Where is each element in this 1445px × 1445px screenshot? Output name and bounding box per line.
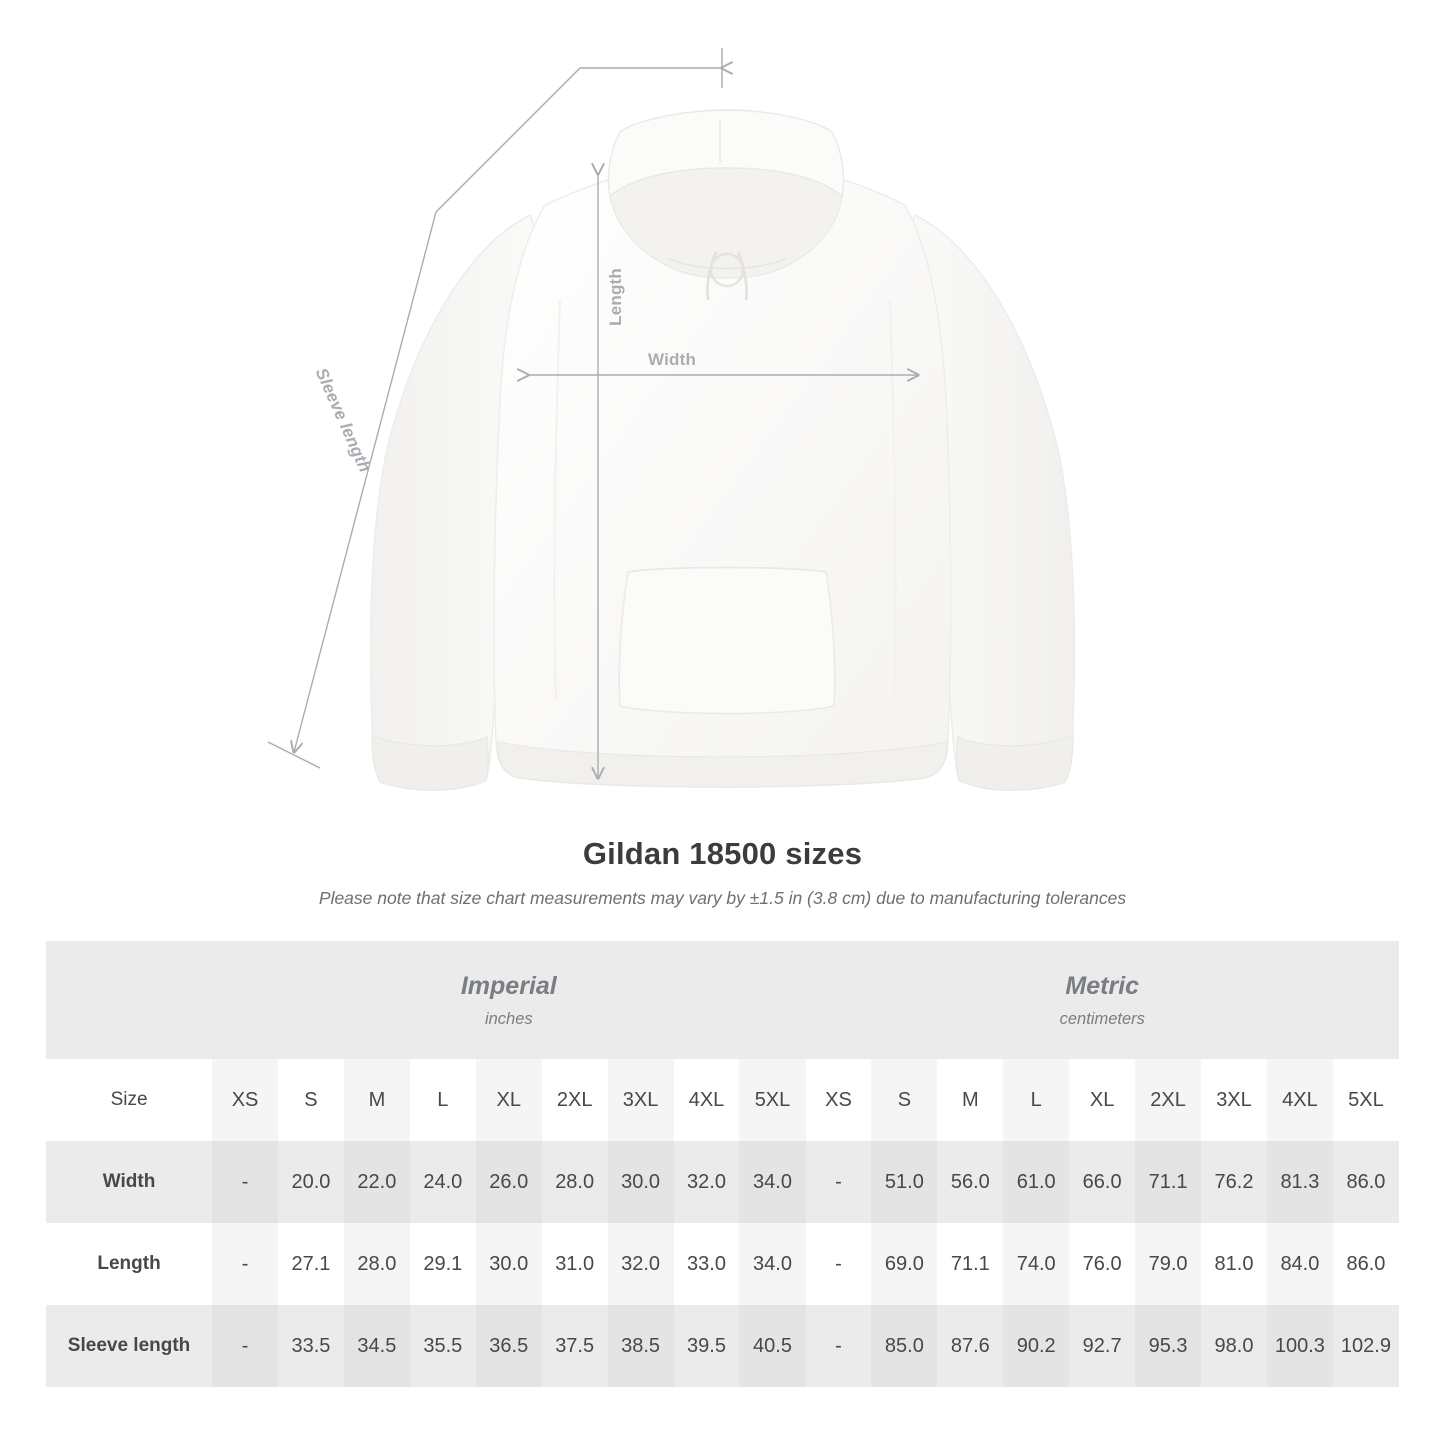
cell-length-metric-xs: - — [806, 1223, 872, 1305]
cell-sleeve-imperial-xs: - — [212, 1305, 278, 1387]
unit-sub-imperial: inches — [484, 1010, 533, 1029]
header-size-metric-xs: XS — [806, 1059, 872, 1141]
cell-length-metric-s: 69.0 — [871, 1223, 937, 1305]
header-size-imperial-xs: XS — [212, 1059, 278, 1141]
cell-sleeve-imperial-xl: 36.5 — [476, 1305, 542, 1387]
header-size-metric-3xl: 3XL — [1201, 1059, 1267, 1141]
cell-width-metric-m: 56.0 — [937, 1141, 1003, 1223]
cell-width-imperial-5xl: 34.0 — [739, 1141, 805, 1223]
size-header-row — [46, 1059, 1399, 1141]
cell-width-metric-s: 51.0 — [871, 1141, 937, 1223]
page-title: Gildan 18500 sizes — [582, 836, 863, 871]
hoodie-garment — [371, 110, 1075, 790]
header-size-metric-2xl: 2XL — [1135, 1059, 1201, 1141]
header-size-imperial-4xl: 4XL — [674, 1059, 740, 1141]
length-dimension-label: Length — [606, 268, 625, 326]
cell-length-imperial-xs: - — [212, 1223, 278, 1305]
header-size-metric-5xl: 5XL — [1333, 1059, 1399, 1141]
row-label-sleeve-length: Sleeve length — [46, 1305, 212, 1387]
cell-sleeve-metric-3xl: 98.0 — [1201, 1305, 1267, 1387]
header-size-imperial-3xl: 3XL — [608, 1059, 674, 1141]
unit-sub-metric: centimeters — [1059, 1010, 1145, 1029]
cell-sleeve-imperial-4xl: 39.5 — [674, 1305, 740, 1387]
cell-width-metric-5xl: 86.0 — [1333, 1141, 1399, 1223]
header-size-metric-l: L — [1003, 1059, 1069, 1141]
cell-length-imperial-2xl: 31.0 — [542, 1223, 608, 1305]
cell-sleeve-metric-5xl: 102.9 — [1333, 1305, 1399, 1387]
cell-width-imperial-l: 24.0 — [410, 1141, 476, 1223]
cell-sleeve-metric-2xl: 95.3 — [1135, 1305, 1201, 1387]
table-row-width — [46, 1141, 1399, 1223]
header-size-imperial-5xl: 5XL — [739, 1059, 805, 1141]
header-size-metric-m: M — [937, 1059, 1003, 1141]
cell-sleeve-metric-xl: 92.7 — [1069, 1305, 1135, 1387]
sleeve-length-dimension-label: Sleeve length — [311, 365, 375, 476]
header-size-imperial-l: L — [410, 1059, 476, 1141]
unit-title-metric: Metric — [1065, 971, 1140, 1000]
row-label-width: Width — [46, 1141, 212, 1223]
cell-sleeve-imperial-3xl: 38.5 — [608, 1305, 674, 1387]
cell-width-imperial-2xl: 28.0 — [542, 1141, 608, 1223]
cell-length-metric-5xl: 86.0 — [1333, 1223, 1399, 1305]
cell-width-imperial-s: 20.0 — [278, 1141, 344, 1223]
cell-sleeve-metric-4xl: 100.3 — [1267, 1305, 1333, 1387]
cell-length-imperial-m: 28.0 — [344, 1223, 410, 1305]
cell-length-imperial-l: 29.1 — [410, 1223, 476, 1305]
cell-sleeve-imperial-m: 34.5 — [344, 1305, 410, 1387]
cell-sleeve-metric-s: 85.0 — [871, 1305, 937, 1387]
cell-length-metric-4xl: 84.0 — [1267, 1223, 1333, 1305]
unit-header-imperial — [212, 941, 805, 1059]
header-size-metric-xl: XL — [1069, 1059, 1135, 1141]
cell-width-imperial-4xl: 32.0 — [674, 1141, 740, 1223]
cell-length-imperial-4xl: 33.0 — [674, 1223, 740, 1305]
header-size-imperial-xl: XL — [476, 1059, 542, 1141]
unit-header-row — [46, 941, 1399, 1059]
cell-sleeve-imperial-l: 35.5 — [410, 1305, 476, 1387]
cell-sleeve-imperial-2xl: 37.5 — [542, 1305, 608, 1387]
header-size-label: Size — [46, 1059, 212, 1141]
cell-width-metric-l: 61.0 — [1003, 1141, 1069, 1223]
title-block — [0, 836, 1445, 909]
cell-length-imperial-5xl: 34.0 — [739, 1223, 805, 1305]
cell-length-metric-m: 71.1 — [937, 1223, 1003, 1305]
cell-width-imperial-xl: 26.0 — [476, 1141, 542, 1223]
tolerance-note: Please note that size chart measurements may vary by ±1.5 in (3.8 cm) due to manufacturing tolerances — [318, 888, 1127, 908]
size-chart-table — [46, 941, 1399, 1387]
cell-width-imperial-m: 22.0 — [344, 1141, 410, 1223]
table-row-length — [46, 1223, 1399, 1305]
cell-width-imperial-xs: - — [212, 1141, 278, 1223]
cell-sleeve-metric-xs: - — [806, 1305, 872, 1387]
cell-sleeve-metric-l: 90.2 — [1003, 1305, 1069, 1387]
cell-width-metric-xs: - — [806, 1141, 872, 1223]
cell-width-metric-2xl: 71.1 — [1135, 1141, 1201, 1223]
cell-width-metric-3xl: 76.2 — [1201, 1141, 1267, 1223]
cell-width-metric-4xl: 81.3 — [1267, 1141, 1333, 1223]
cell-length-imperial-3xl: 32.0 — [608, 1223, 674, 1305]
row-label-length: Length — [46, 1223, 212, 1305]
unit-header-metric — [806, 941, 1400, 1059]
unit-header-spacer — [46, 941, 212, 1059]
cell-length-metric-l: 74.0 — [1003, 1223, 1069, 1305]
cell-length-metric-2xl: 79.0 — [1135, 1223, 1201, 1305]
width-dimension-label: Width — [648, 350, 697, 369]
table-row-sleeve-length — [46, 1305, 1399, 1387]
cell-length-imperial-s: 27.1 — [278, 1223, 344, 1305]
unit-title-imperial: Imperial — [460, 971, 557, 1000]
cell-length-imperial-xl: 30.0 — [476, 1223, 542, 1305]
cell-length-metric-xl: 76.0 — [1069, 1223, 1135, 1305]
header-size-metric-4xl: 4XL — [1267, 1059, 1333, 1141]
cell-sleeve-metric-m: 87.6 — [937, 1305, 1003, 1387]
cell-sleeve-imperial-s: 33.5 — [278, 1305, 344, 1387]
cell-sleeve-imperial-5xl: 40.5 — [739, 1305, 805, 1387]
cell-width-metric-xl: 66.0 — [1069, 1141, 1135, 1223]
size-table-wrapper — [46, 941, 1399, 1387]
header-size-metric-s: S — [871, 1059, 937, 1141]
header-size-imperial-s: S — [278, 1059, 344, 1141]
header-size-imperial-2xl: 2XL — [542, 1059, 608, 1141]
cell-width-imperial-3xl: 30.0 — [608, 1141, 674, 1223]
header-size-imperial-m: M — [344, 1059, 410, 1141]
cell-length-metric-3xl: 81.0 — [1201, 1223, 1267, 1305]
